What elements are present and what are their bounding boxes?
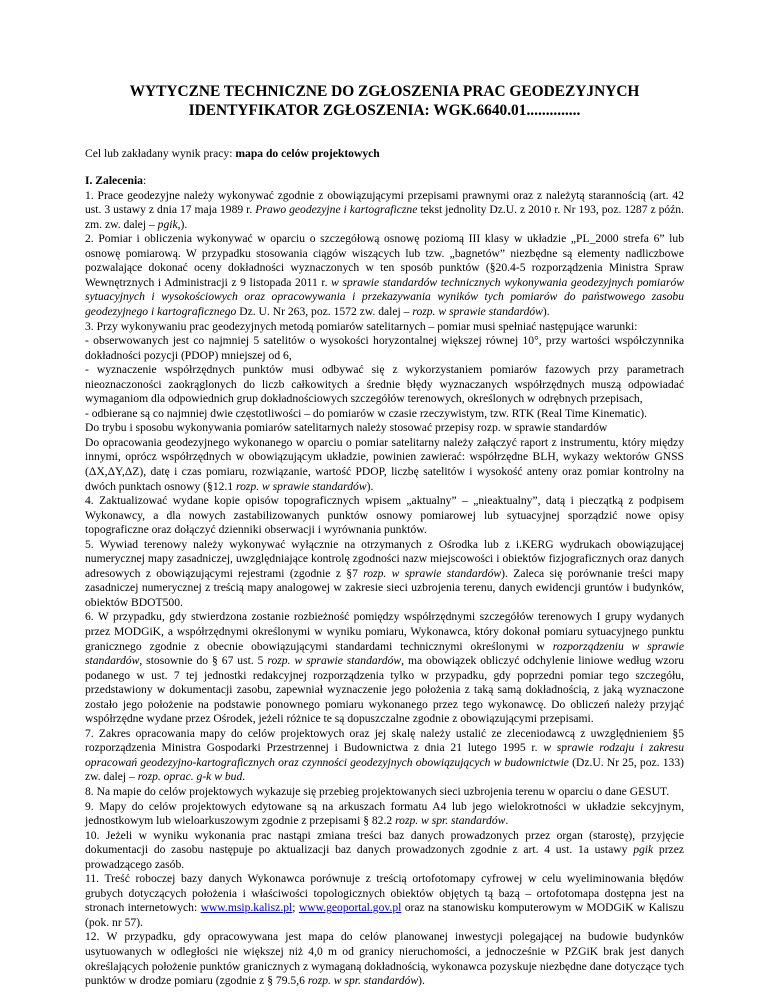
section-heading: I. Zalecenia [85, 174, 143, 187]
p6-regulation-ref: rozporządzeniu w sprawie standardów [85, 639, 685, 668]
p5-abbrev: rozp. w sprawie standardów [363, 566, 502, 580]
p5-text-c: ). Zaleca się porównanie treści mapy zasadniczej numerycznej z treścią mapy analogowej w zakresie sieci uzbrojenia terenu, danych ewidencji gruntów i budynków, obiektów BDOT500. [85, 566, 684, 609]
paragraph-5 [85, 538, 684, 611]
p9-abbrev: rozp. w spr. standardów [395, 814, 506, 828]
p1-text-a: 1. Prace geodezyjne należy wykonywać zgodnie z obowiązującymi przepisami prawnymi oraz z należytą starannością (art. 42 ust. 3 ustawy z dnia 17 maja 1989 r. [85, 188, 684, 217]
paragraph-8: 8. Na mapie do celów projektowych wykazuje się przebieg projektowanych sieci uzbrojenia terenu w oparciu o dane GESUT. [85, 785, 670, 799]
work-goal-label: Cel lub zakładany wynik pracy: [85, 147, 236, 160]
p10-abbrev: pgik [633, 843, 654, 857]
paragraph-3-note-1: Do trybu i sposobu wykonywania pomiarów satelitarnych należy stosować przepisy rozp. w sprawie standardów [85, 421, 608, 435]
p6-abbrev: rozp. w sprawie standardów [267, 654, 402, 668]
paragraph-3: 3. Przy wykonywaniu prac geodezyjnych metodą pomiarów satelitarnych – pomiar musi spełniać następujące warunki: [85, 319, 638, 333]
paragraph-3-item-1: - obserwowanych jest co najmniej 5 satelitów o wysokości horyzontalnej większej równej 10°, przy wartości współczynnika dokładności pozycji (PDOP) mniejszej od 6, [85, 334, 684, 362]
p11-text-a: 11. Treść roboczej bazy danych Wykonawca porównuje z treścią ortofotomapy cyfrowej w celu wyeliminowania błędów grubych dotyczących położenia i właściwości topologicznych obiektów objętych tą bazą – ortofotomapa dostępna jest na stronach internetowych: [85, 872, 684, 915]
title-line-1: WYTYCZNE TECHNICZNE DO ZGŁOSZENIA PRAC GEODEZYJNYCH [129, 83, 640, 100]
paragraph-4: 4. Zaktualizować wydane kopie opisów topograficznych wpisem „aktualny” – „nieaktualny”, datą i pieczątką z podpisem Wykonawcy, a dla nowych zastabilizowanych punktów osnowy pomiarowej lub sytuacyjnej sporządzić nowe opisy topograficzne oraz dołączyć dzienniki obserwacji i wyrównania punktów. [85, 494, 684, 537]
p10-text-c: przez prowadzącego zasób. [85, 843, 684, 871]
p6-text-c: , stosownie do § 67 ust. 5 [139, 654, 268, 668]
p11-text-c: oraz na stanowisku komputerowym w MODGiK w Kaliszu (pok. nr 57). [85, 901, 684, 929]
p3-text-f: Do opracowania geodezyjnego wykonanego w oparciu o pomiar satelitarny należy załączyć raport z instrumentu, który między innymi, oprócz współrzędnych w obowiązującym układzie, powinien zawierać: współrzędne BLH, wykazy wektorów GNSS (ΔX,ΔY,ΔZ), datę i czas pomiaru, rozwiązanie, wartość PDOP, liczbę satelitów i wysokość anteny oraz pomiar kontrolny na dwóch punktach osnowy (§12.1 [85, 435, 684, 493]
p7-text-e: . [242, 770, 246, 784]
paragraph-1 [85, 189, 684, 233]
p12-abbrev: rozp. w spr. standardów [307, 974, 419, 988]
p6-text-a: 6. W przypadku, gdy stwierdzona zostanie rozbieżność pomiędzy współrzędnymi szczegółów terenowych I grupy wydanych przez MODGiK, a współrzędnymi określonymi w wyniku pomiaru, Wykonawca, który dokonał pomiaru sytuacyjnego punktu granicznego zgodnie z obecnie obowiązującymi standardami technicznymi określonymi w [85, 610, 684, 653]
p2-abbrev: rozp. w sprawie standardów [412, 304, 543, 318]
section-heading-colon: : [142, 174, 147, 187]
paragraph-3-item-2: - wyznaczenie współrzędnych punktów musi odbywać się z wykorzystaniem pomiarów fazowych przy parametrach nieoznaczoności zaokrąglonych do liczb całkowitych a średnie błędy wyznaczanych współrzędnych muszą odpowiadać wymaganiom dla odpowiednich grup dokładnościowych szczegółów terenowych, określonych w odrębnych przepisach, [85, 363, 684, 406]
paragraph-7 [85, 727, 684, 785]
work-goal [85, 147, 684, 161]
paragraph-6 [85, 610, 684, 726]
p3-abbrev: rozp. w sprawie standardów [236, 479, 367, 493]
paragraph-9 [85, 800, 684, 829]
p1-law-title: Prawo geodezyjne i kartograficzne [255, 203, 418, 217]
p7-abbrev: rozp. oprac. g-k w bud [137, 770, 243, 784]
paragraph-10 [85, 829, 684, 873]
paragraph-11 [85, 872, 684, 930]
paragraph-2 [85, 232, 684, 319]
p2-text-c: Dz. U. Nr 263, poz. 1572 zw. dalej – [236, 304, 413, 318]
p5-text-a: 5. Wywiad terenowy należy wykonywać wyłącznie na otrzymanych z Ośrodka lub z i.KERG wydrukach obowiązującej numerycznej mapy zasadniczej, uwzględniające kontrolę zgodności nazw miejscowości i obiektów fizjograficznych oraz danych adresowych z obowiązującymi rejestrami (zgodnie z §7 [85, 537, 684, 580]
p9-text-c: . [505, 814, 509, 828]
paragraph-3-item-3: - odbierane są co najmniej dwie częstotliwości – do pomiarów w czasie rzeczywistym, tzw. RTK (Real Time Kinematic). [85, 406, 647, 420]
p1-text-c: tekst jednolity Dz.U. z 2010 r. Nr 193, poz. 1287 z późn. zm. zw. dalej – [85, 203, 685, 231]
paragraph-12 [85, 930, 684, 988]
msip-kalisz-link[interactable]: www.msip.kalisz.pl [200, 901, 293, 915]
p2-text-a: 2. Pomiar i obliczenia wykonywać w oparciu o szczegółową osnowę poziomą III klasy w układzie „PL_2000 strefa 6” lub osnowę pomiarową. W przypadku stosowania ciągów wiszących lub tzw. „bagnetów” niezbędne są elementy nadliczbowe pozwalające dokonać oceny dokładności wyznaczonych w ten sposób punktów (§20.4-5 rozporządzenia Ministra Spraw Wewnętrznych i Administracji z 9 listopada 2011 r. [85, 232, 684, 289]
title-line-2: IDENTYFIKATOR ZGŁOSZENIA: WGK.6640.01.............. [188, 102, 581, 119]
p7-text-c: (Dz.U. Nr 25, poz. 133) zw. dalej – [85, 755, 684, 784]
p12-text-c: ). [418, 974, 425, 988]
p2-regulation-title: w sprawie standardów technicznych wykonywania geodezyjnych pomiarów sytuacyjnych i wysokościowych oraz opracowywania i przekazywania wyników tych pomiarów do państwowego zasobu geodezyjnego i kartograficznego [85, 275, 684, 318]
p3-text-h: ). [366, 479, 374, 493]
p12-text-a: 12. W przypadku, gdy opracowywana jest mapa do celów planowanej inwestycji polegającej na budowie budynków usytuowanych w odległości nie większej niż 4,0 m od granicy nieruchomości, a jednocześnie w PZGiK brak jest danych określających położenie punktów granicznych z wymaganą dokładnością, wykonawca pozyskuje niezbędne dane dotyczące tych punktów w drodze pomiaru (zgodnie z § 79.5,6 [85, 930, 684, 988]
p10-text-a: 10. Jeżeli w wyniku wykonania prac nastąpi zmiana treści baz danych prowadzonych przez organ (starostę), przyjęcie dokumentacji do zasobu następuje po aktualizacji baz danych prowadzonych zgodnie z art. 4 ust. 1a ustawy [85, 828, 684, 857]
p7-regulation-title: w sprawie rodzaju i zakresu opracowań geodezyjno-kartograficznych oraz czynności geodezyjnych obowiązujących w budownictwie [85, 741, 684, 769]
geoportal-link[interactable]: www.geoportal.gov.pl [298, 901, 402, 915]
recommendations-section [85, 174, 684, 989]
p9-text-a: 9. Mapy do celów projektowych edytowane są na arkuszach formatu A4 lub jego wielokrotności w układzie sekcyjnym, jednostkowym lub wieloarkuszowym zgodnie z przepisami § 82.2 [85, 799, 684, 828]
p1-abbrev: pgik [157, 217, 178, 231]
paragraph-3-note-2 [85, 436, 684, 494]
work-goal-value: mapa do celów projektowych [235, 147, 380, 160]
section-heading-row [85, 174, 684, 189]
p7-text-a: 7. Zakres opracowania mapy do celów projektowych oraz jej skalę należy ustalić ze zleceniodawcą z uwzględnieniem §5 rozporządzenia Ministra Gospodarki Przestrzennej i Budownictwa z dnia 21 lutego 1995 r. [85, 726, 684, 755]
p6-text-e: , ma obowiązek obliczyć odchylenie liniowe według wzoru podanego w ust. 7 tej jednostki redakcyjnej rozporządzenia tylko w przypadku, gdy poprzedni pomiar tego szczegółu, przedstawiony w dokumentacji zasobu, zapewniał wyznaczenie jego położenia z taką samą dokładnością, z jaką wyznaczone zostało jego położenie na podstawie ponownego pomiaru wykonanego przez tego wykonawcę. Do obliczeń należy przyjąć współrzędne wydane przez Ośrodek, jeżeli różnice te są dopuszczalne zgodnie z obowiązującymi przepisami. [85, 654, 684, 726]
p1-text-e: ,). [177, 217, 188, 231]
p11-separator: ; [292, 901, 299, 915]
p2-text-e: ). [542, 304, 550, 318]
document-title [85, 82, 684, 120]
